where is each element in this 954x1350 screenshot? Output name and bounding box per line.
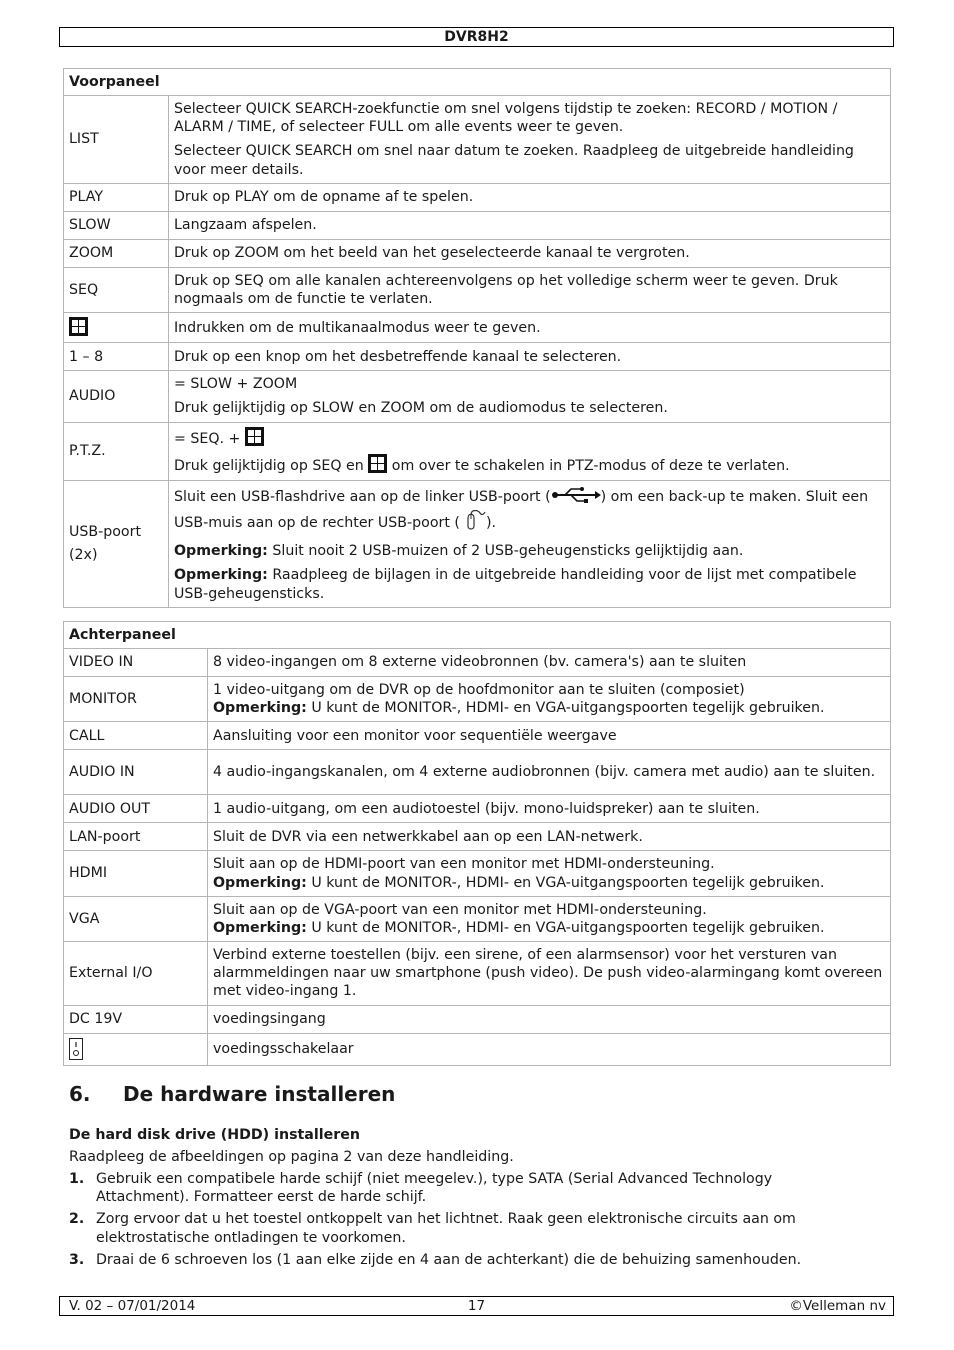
footer-version: V. 02 – 07/01/2014 (69, 1298, 196, 1314)
front-panel-title: Voorpaneel (64, 69, 891, 96)
desc-text: Raadpleeg de bijlagen in de uitgebreide handleiding voor de lijst met compatibele USB-geheugensticks. (174, 567, 857, 602)
note-label: Opmerking: (213, 874, 307, 891)
row-key: HDMI (64, 851, 208, 896)
row-desc (208, 896, 891, 941)
row-desc (169, 96, 891, 184)
table-row (64, 649, 891, 677)
list-item (69, 1210, 829, 1246)
table-row (64, 795, 891, 823)
desc-text: Druk gelijktijdig op SEQ en (174, 458, 364, 475)
page-header (59, 27, 894, 47)
table-row (64, 722, 891, 750)
row-desc: 1 audio-uitgang, om een audiotoestel (bijv. mono-luidspreker) aan te sluiten. (208, 795, 891, 823)
row-desc: voedingsingang (208, 1005, 891, 1033)
note-label: Opmerking: (213, 919, 307, 936)
desc-text: Sluit nooit 2 USB-muizen of 2 USB-geheugensticks gelijktijdig aan. (272, 543, 744, 560)
desc-paragraph: = SLOW + ZOOM (174, 376, 298, 393)
rear-panel-table (63, 621, 891, 1066)
rear-panel-title: Achterpaneel (64, 622, 891, 649)
table-row (64, 211, 891, 239)
row-desc: Druk op ZOOM om het beeld van het geselecteerde kanaal te vergroten. (169, 239, 891, 267)
usb-port-label: USB-poort (69, 523, 142, 540)
row-desc: Verbind externe toestellen (bijv. een sirene, of een alarmsensor) voor het versturen van alarmmeldingen naar uw smartphone (push video). De push video-alarmingang komt overeen met video-ingang 1. (208, 942, 891, 1006)
desc-paragraph: Druk gelijktijdig op SLOW en ZOOM om de audiomodus te selecteren. (174, 400, 668, 417)
desc-text: Sluit een USB-flashdrive aan op de linker USB-poort ( (174, 488, 551, 505)
note-label: Opmerking: (213, 700, 307, 717)
page-number: 17 (467, 1298, 486, 1314)
table-row (64, 313, 891, 343)
ptz-formula (174, 427, 885, 448)
multichannel-grid-icon (69, 317, 88, 336)
row-desc: Druk op PLAY om de opname af te spelen. (169, 183, 891, 211)
desc-paragraph: Selecteer QUICK SEARCH om snel naar datum te zoeken. Raadpleeg de uitgebreide handleiding voor meer details. (174, 143, 854, 178)
row-key: SEQ (64, 267, 169, 312)
row-key: LIST (64, 96, 169, 184)
mouse-icon (460, 509, 486, 531)
row-key: External I/O (64, 942, 208, 1006)
note-text: U kunt de MONITOR-, HDMI- en VGA-uitgangspoorten tegelijk gebruiken. (311, 874, 825, 891)
step-number: 2. (69, 1211, 85, 1228)
row-key: VIDEO IN (64, 649, 208, 677)
page-footer (59, 1296, 894, 1316)
row-key (64, 480, 169, 607)
step-number: 1. (69, 1171, 85, 1187)
section-title: De hardware installeren (123, 1082, 396, 1106)
desc-paragraph: Selecteer QUICK SEARCH-zoekfunctie om snel volgens tijdstip te zoeken: RECORD / MOTION / ALARM / TIME, of selecteer FULL om alle events weer te geven. (174, 101, 838, 136)
row-key: SLOW (64, 211, 169, 239)
step-number: 3. (69, 1251, 85, 1268)
table-row (64, 896, 891, 941)
row-key: DC 19V (64, 1005, 208, 1033)
table-row (64, 422, 891, 480)
table-row (64, 239, 891, 267)
row-desc (169, 371, 891, 422)
row-desc (208, 851, 891, 896)
table-row (64, 750, 891, 795)
row-key (64, 313, 169, 343)
intro-text: Raadpleeg de afbeeldingen op pagina 2 van deze handleiding. (69, 1149, 514, 1165)
table-row (64, 96, 891, 184)
note-label: Opmerking: (174, 543, 268, 560)
desc-paragraph (174, 566, 885, 602)
subsection-title: De hard disk drive (HDD) installeren (69, 1127, 360, 1143)
row-key: ZOOM (64, 239, 169, 267)
install-steps (69, 1170, 829, 1273)
row-key: MONITOR (64, 677, 208, 722)
row-key: AUDIO OUT (64, 795, 208, 823)
power-switch-icon (69, 1038, 83, 1060)
row-key: VGA (64, 896, 208, 941)
list-item (69, 1251, 829, 1269)
row-desc: Indrukken om de multikanaalmodus weer te geven. (169, 313, 891, 343)
note-text: U kunt de MONITOR-, HDMI- en VGA-uitgangspoorten tegelijk gebruiken. (311, 700, 825, 717)
note-label: Opmerking: (174, 567, 268, 584)
front-panel-table (63, 68, 891, 608)
row-key: PLAY (64, 183, 169, 211)
row-desc (169, 480, 891, 607)
row-desc: Sluit de DVR via een netwerkkabel aan op een LAN-netwerk. (208, 823, 891, 851)
row-desc: 4 audio-ingangskanalen, om 4 externe audiobronnen (bijv. camera met audio) aan te sluiten. (208, 750, 891, 795)
usb-icon (551, 486, 601, 504)
desc-text: om over te schakelen in PTZ-modus of deze te verlaten. (391, 458, 790, 475)
table-row (64, 480, 891, 607)
formula-text: = SEQ. + (174, 430, 241, 447)
row-desc: Druk op een knop om het desbetreffende kanaal te selecteren. (169, 343, 891, 371)
table-row (64, 851, 891, 896)
step-text: Gebruik een compatibele harde schijf (niet meegelev.), type SATA (Serial Advanced Technology Attachment). Formatteer eerst de harde schijf. (96, 1171, 773, 1206)
row-key (64, 1033, 208, 1065)
step-text: Zorg ervoor dat u het toestel ontkoppelt van het lichtnet. Raak geen elektronische circuits aan om elektrostatische ontladingen te voorkomen. (96, 1211, 796, 1246)
list-item (69, 1170, 829, 1206)
multichannel-grid-icon (245, 427, 264, 446)
table-row (64, 371, 891, 422)
row-desc: Langzaam afspelen. (169, 211, 891, 239)
note-text: U kunt de MONITOR-, HDMI- en VGA-uitgangspoorten tegelijk gebruiken. (311, 919, 825, 936)
row-key: CALL (64, 722, 208, 750)
step-text: Draai de 6 schroeven los (1 aan elke zijde en 4 aan de achterkant) die de behuizing samenhouden. (96, 1251, 802, 1268)
desc-paragraph (174, 485, 885, 537)
row-key: 1 – 8 (64, 343, 169, 371)
desc-text: Sluit aan op de VGA-poort van een monitor met HDMI-ondersteuning. (213, 901, 707, 918)
row-key: LAN-poort (64, 823, 208, 851)
desc-text: ). (485, 515, 496, 532)
footer-copyright: ©Velleman nv (789, 1298, 886, 1314)
row-desc: Aansluiting voor een monitor voor sequentiële weergave (208, 722, 891, 750)
row-desc: 8 video-ingangen om 8 externe videobronnen (bv. camera's) aan te sluiten (208, 649, 891, 677)
multichannel-grid-icon (368, 454, 387, 473)
table-row (64, 343, 891, 371)
row-key: P.T.Z. (64, 422, 169, 480)
table-row (64, 942, 891, 1006)
table-row (64, 823, 891, 851)
table-row (64, 1005, 891, 1033)
row-desc (208, 677, 891, 722)
section-heading (69, 1082, 395, 1108)
desc-paragraph (174, 542, 885, 560)
desc-text: Sluit aan op de HDMI-poort van een monitor met HDMI-ondersteuning. (213, 856, 715, 873)
table-row (64, 677, 891, 722)
table-row (64, 1033, 891, 1065)
table-row (64, 267, 891, 312)
desc-text: 1 video-uitgang om de DVR op de hoofdmonitor aan te sluiten (composiet) (213, 682, 745, 698)
model-name: DVR8H2 (444, 29, 509, 45)
row-desc: Druk op SEQ om alle kanalen achtereenvolgens op het volledige scherm weer te geven. Druk nogmaals om de functie te verlaten. (169, 267, 891, 312)
section-number: 6. (69, 1082, 91, 1106)
row-key: AUDIO (64, 371, 169, 422)
usb-port-count: (2x) (69, 546, 98, 563)
row-desc: voedingsschakelaar (208, 1033, 891, 1065)
desc-paragraph (174, 454, 885, 475)
row-desc (169, 422, 891, 480)
desc-text: ) om een back-up te maken. Sluit een USB-muis aan op de rechter USB-poort ( (174, 488, 869, 532)
row-key: AUDIO IN (64, 750, 208, 795)
table-row (64, 183, 891, 211)
